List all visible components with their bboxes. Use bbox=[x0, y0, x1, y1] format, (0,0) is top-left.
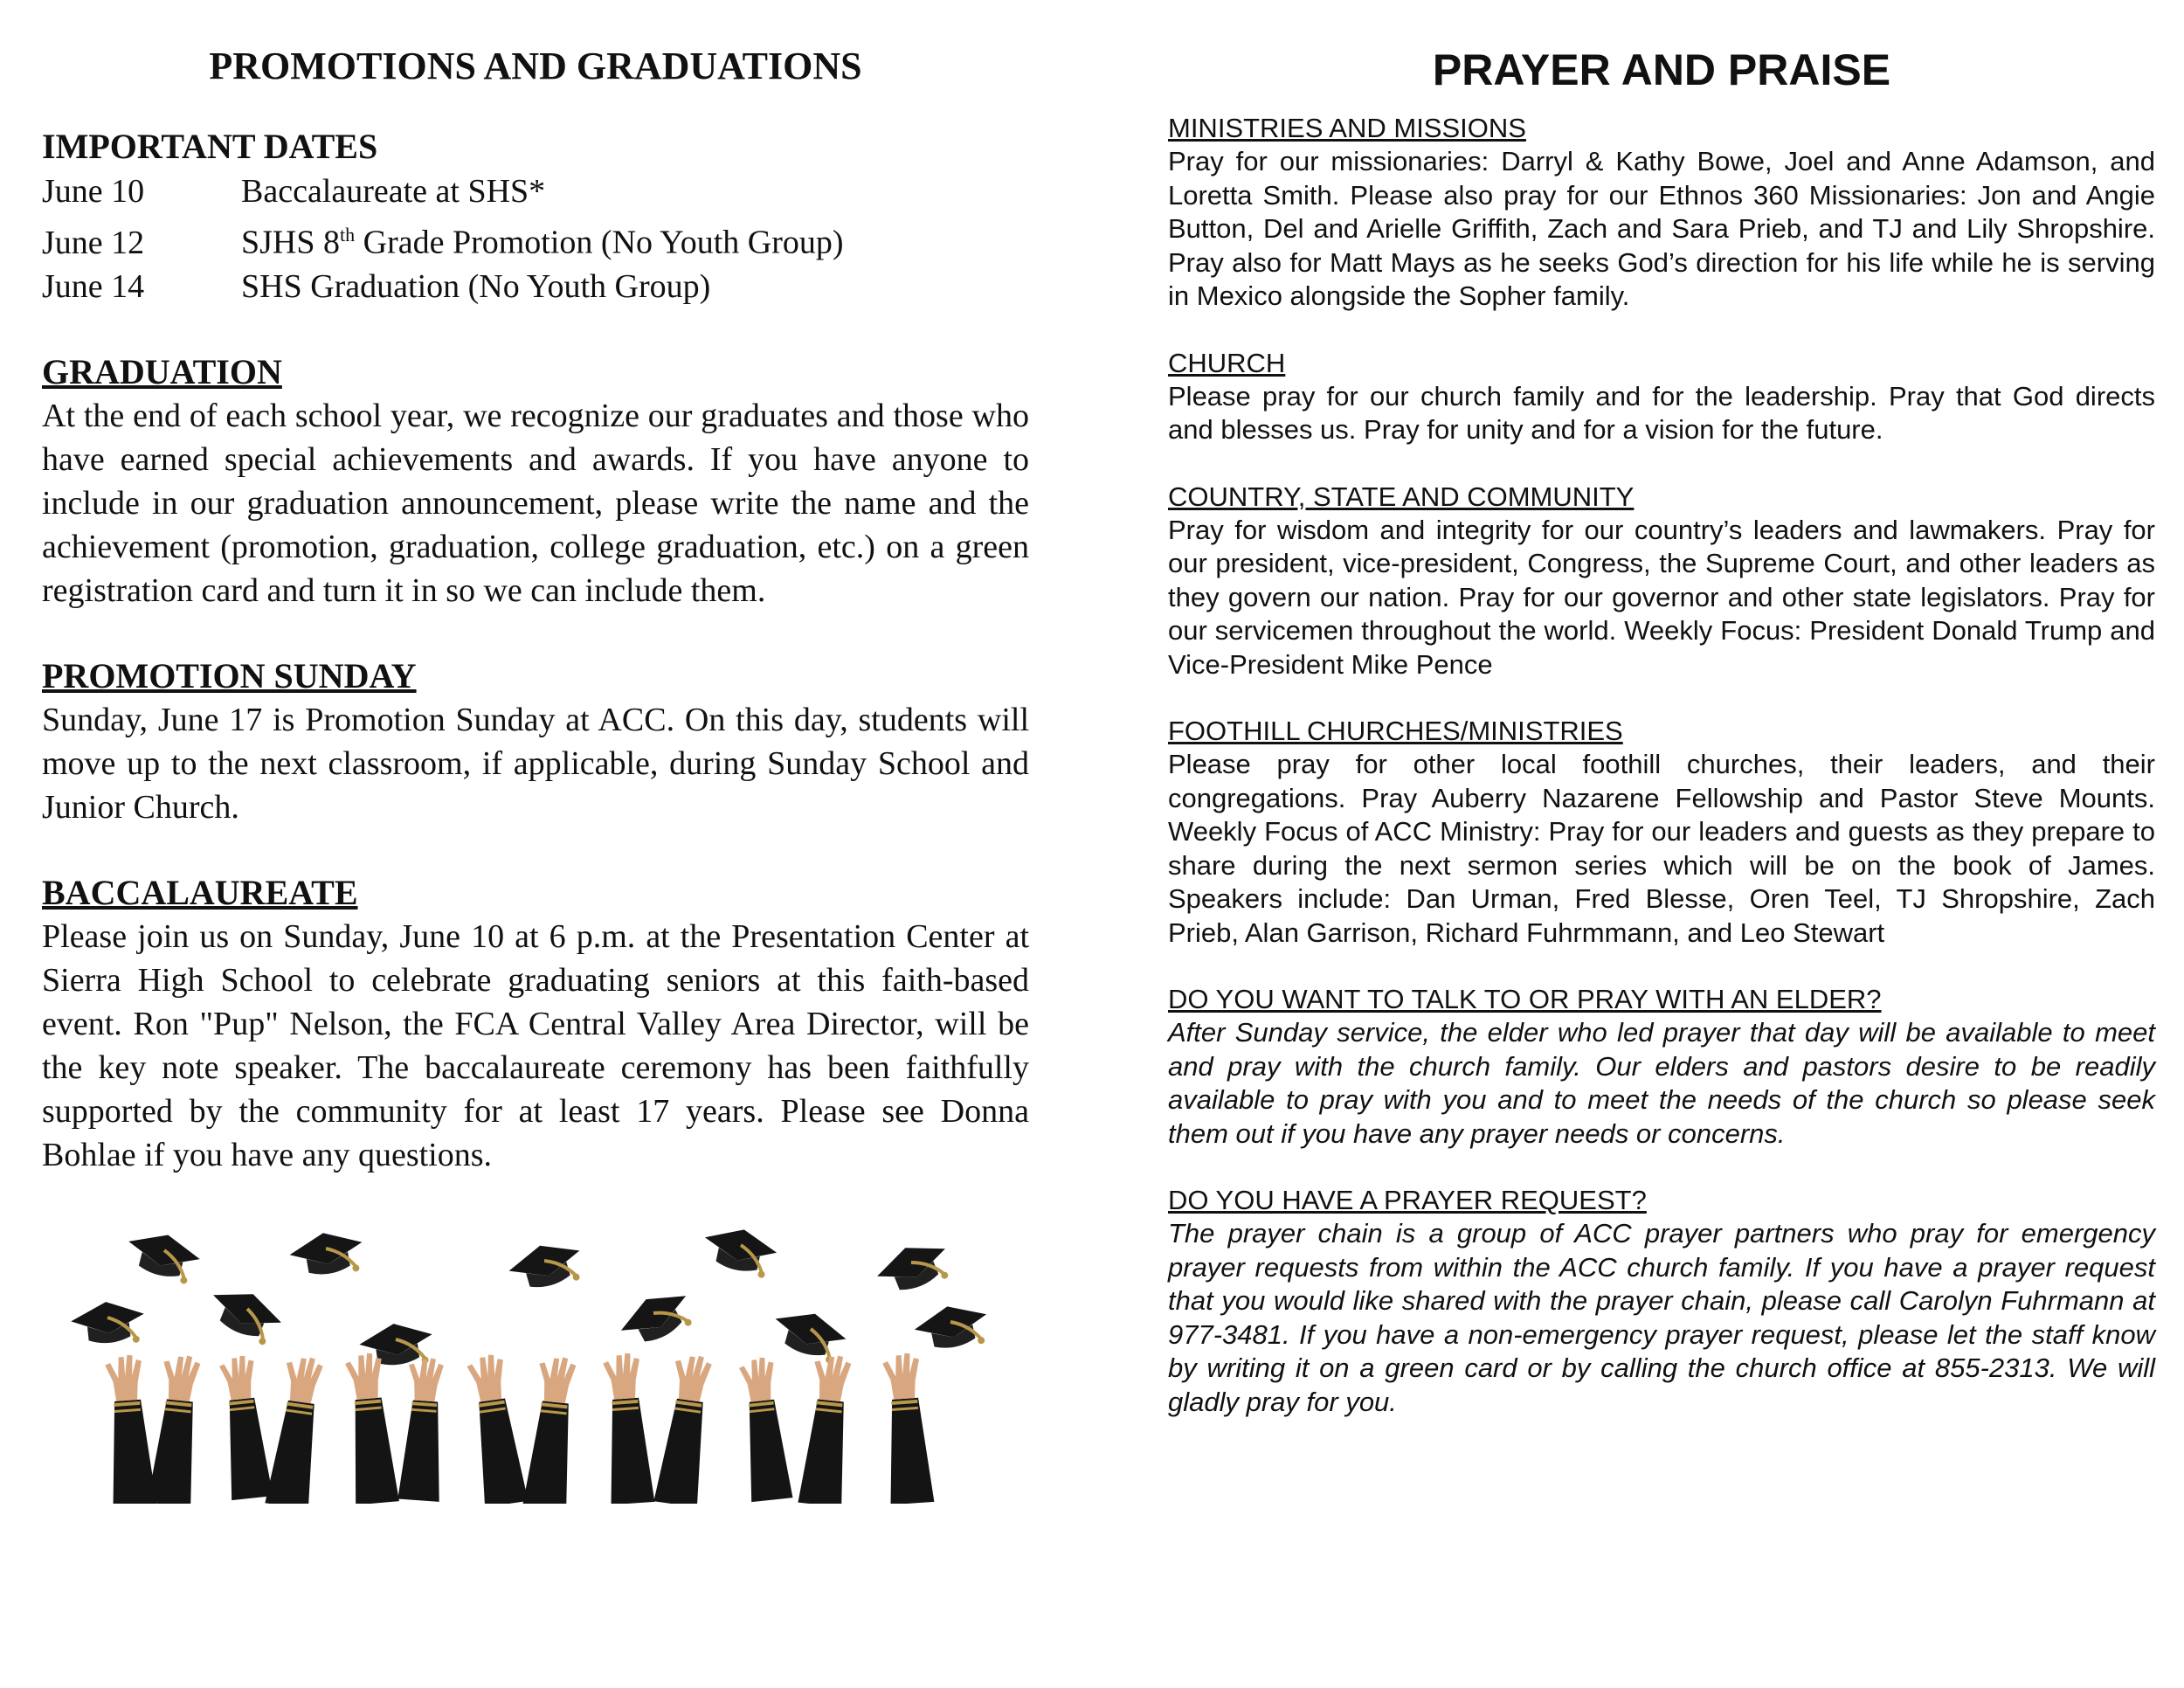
baccalaureate-text: Please join us on Sunday, June 10 at 6 p.m. at the Presentation Center at Sierra High School to celebrate graduating seniors at this faith-based event. Ron "Pup" Nelson, the FCA Central Valley Area Director, will be the key note speaker. The baccalaureate ceremony has been faithfully supported by the community for at least 17 years. Please see Donna Bohlae if you have any questions. bbox=[42, 917, 1029, 1173]
date-row bbox=[42, 213, 1029, 265]
date-event-part: Grade Promotion (No Youth Group) bbox=[355, 224, 844, 261]
graduation-text: At the end of each school year, we recognize our graduates and those who have earned special achievements and awards. If you have anyone to include in our graduation announcement, please write the name and the achievement (promotion, graduation, college graduation, etc.) on a green registration card and turn it in so we can include them. bbox=[42, 397, 1029, 609]
graduation-section bbox=[42, 350, 1029, 612]
prayer-section-text: The prayer chain is a group of ACC prayer partners who pray for emergency prayer requests from within the ACC church family. If you have a prayer request that you would like shared with the prayer chain, please call Carolyn Fuhrmann at 977-3481. If you have a non-emergency prayer request, please let the staff know by writing it on a green card or by calling the church office at 855-2313. We will gladly pray for you. bbox=[1168, 1218, 2155, 1417]
important-dates-section bbox=[42, 124, 1029, 308]
date-label: June 14 bbox=[42, 267, 145, 305]
date-event-part: SJHS 8 bbox=[241, 224, 340, 261]
prayer-section-text: Please pray for our church family and for the leadership. Pray that God directs and blesses us. Pray for unity and for a vision for the future. bbox=[1168, 380, 2155, 445]
date-event-superscript: th bbox=[340, 224, 356, 246]
prayer-section bbox=[1168, 112, 2155, 314]
left-column bbox=[42, 35, 1029, 1510]
date-label: June 12 bbox=[42, 224, 145, 261]
prayer-section bbox=[1168, 481, 2155, 682]
prayer-section-text: After Sunday service, the elder who led prayer that day will be available to meet and pray with the church family. Our elders and pastors desire to be readily available to pray with you and to meet the needs of the church so please seek them out if you have any prayer needs or concerns. bbox=[1168, 1017, 2155, 1149]
prayer-section-heading: MINISTRIES AND MISSIONS bbox=[1168, 113, 1526, 143]
prayer-section bbox=[1168, 347, 2155, 447]
prayer-section bbox=[1168, 983, 2155, 1151]
promotion-sunday-heading: PROMOTION SUNDAY bbox=[42, 655, 417, 695]
page-title-prayer: PRAYER AND PRAISE bbox=[1432, 45, 1891, 94]
prayer-section-heading: DO YOU HAVE A PRAYER REQUEST? bbox=[1168, 1185, 1647, 1215]
prayer-section-heading: DO YOU WANT TO TALK TO OR PRAY WITH AN ELDER? bbox=[1168, 984, 1882, 1014]
graduation-heading: GRADUATION bbox=[42, 351, 282, 391]
date-label: June 10 bbox=[42, 173, 145, 210]
prayer-section-text: Please pray for other local foothill churches, their leaders, and their congregations. Pray Auberry Nazarene Fellowship and Pastor Steve Mounts. Weekly Focus of ACC Ministry: Pray for our leaders and guests as they prepare to share during the next sermon series which will be on the book of James. Speakers include: Dan Urman, Fred Blesse, Oren Teel, TJ Shropshire, Zach Prieb, Alan Garrison, Richard Fuhrmmann, and Leo Stewart bbox=[1168, 749, 2155, 948]
prayer-section-heading: CHURCH bbox=[1168, 347, 1286, 378]
date-row bbox=[42, 265, 1029, 308]
prayer-section bbox=[1168, 715, 2155, 950]
date-row bbox=[42, 169, 1029, 213]
prayer-section bbox=[1168, 1184, 2155, 1419]
prayer-section-heading: FOOTHILL CHURCHES/MINISTRIES bbox=[1168, 716, 1623, 746]
prayer-section-heading: COUNTRY, STATE AND COMMUNITY bbox=[1168, 481, 1635, 512]
graduation-caps-illustration-icon bbox=[42, 1226, 1003, 1505]
important-dates-heading: IMPORTANT DATES bbox=[42, 127, 378, 166]
page-title-promotions: PROMOTIONS AND GRADUATIONS bbox=[209, 45, 862, 87]
promotion-sunday-text: Sunday, June 17 is Promotion Sunday at ACC. On this day, students will move up to the next classroom, if applicable, during Sunday School and Junior Church. bbox=[42, 701, 1029, 826]
baccalaureate-heading: BACCALAUREATE bbox=[42, 872, 358, 912]
baccalaureate-section bbox=[42, 871, 1029, 1177]
date-event: Baccalaureate at SHS* bbox=[241, 173, 546, 210]
right-column bbox=[1168, 35, 2155, 1452]
prayer-section-text: Pray for our missionaries: Darryl & Kathy Bowe, Joel and Anne Adamson, and Loretta Smith. Please also pray for our Ethnos 360 Missionaries: Jon and Angie Button, Del and Arielle Griffith, Zach and Sara Prieb, and TJ and Lily Shropshire. Pray also for Matt Mays as he seeks God’s direction for his life while he is serving in Mexico alongside the Sopher family. bbox=[1168, 146, 2155, 311]
date-event: SHS Graduation (No Youth Group) bbox=[241, 267, 711, 305]
promotion-sunday-section bbox=[42, 654, 1029, 829]
prayer-section-text: Pray for wisdom and integrity for our country’s leaders and lawmakers. Pray for our president, vice-president, Congress, the Supreme Court, and other leaders as they govern our nation. Pray for our governor and other state legislators. Pray for our servicemen throughout the world. Weekly Focus: President Donald Trump and Vice-President Mike Pence bbox=[1168, 514, 2155, 680]
